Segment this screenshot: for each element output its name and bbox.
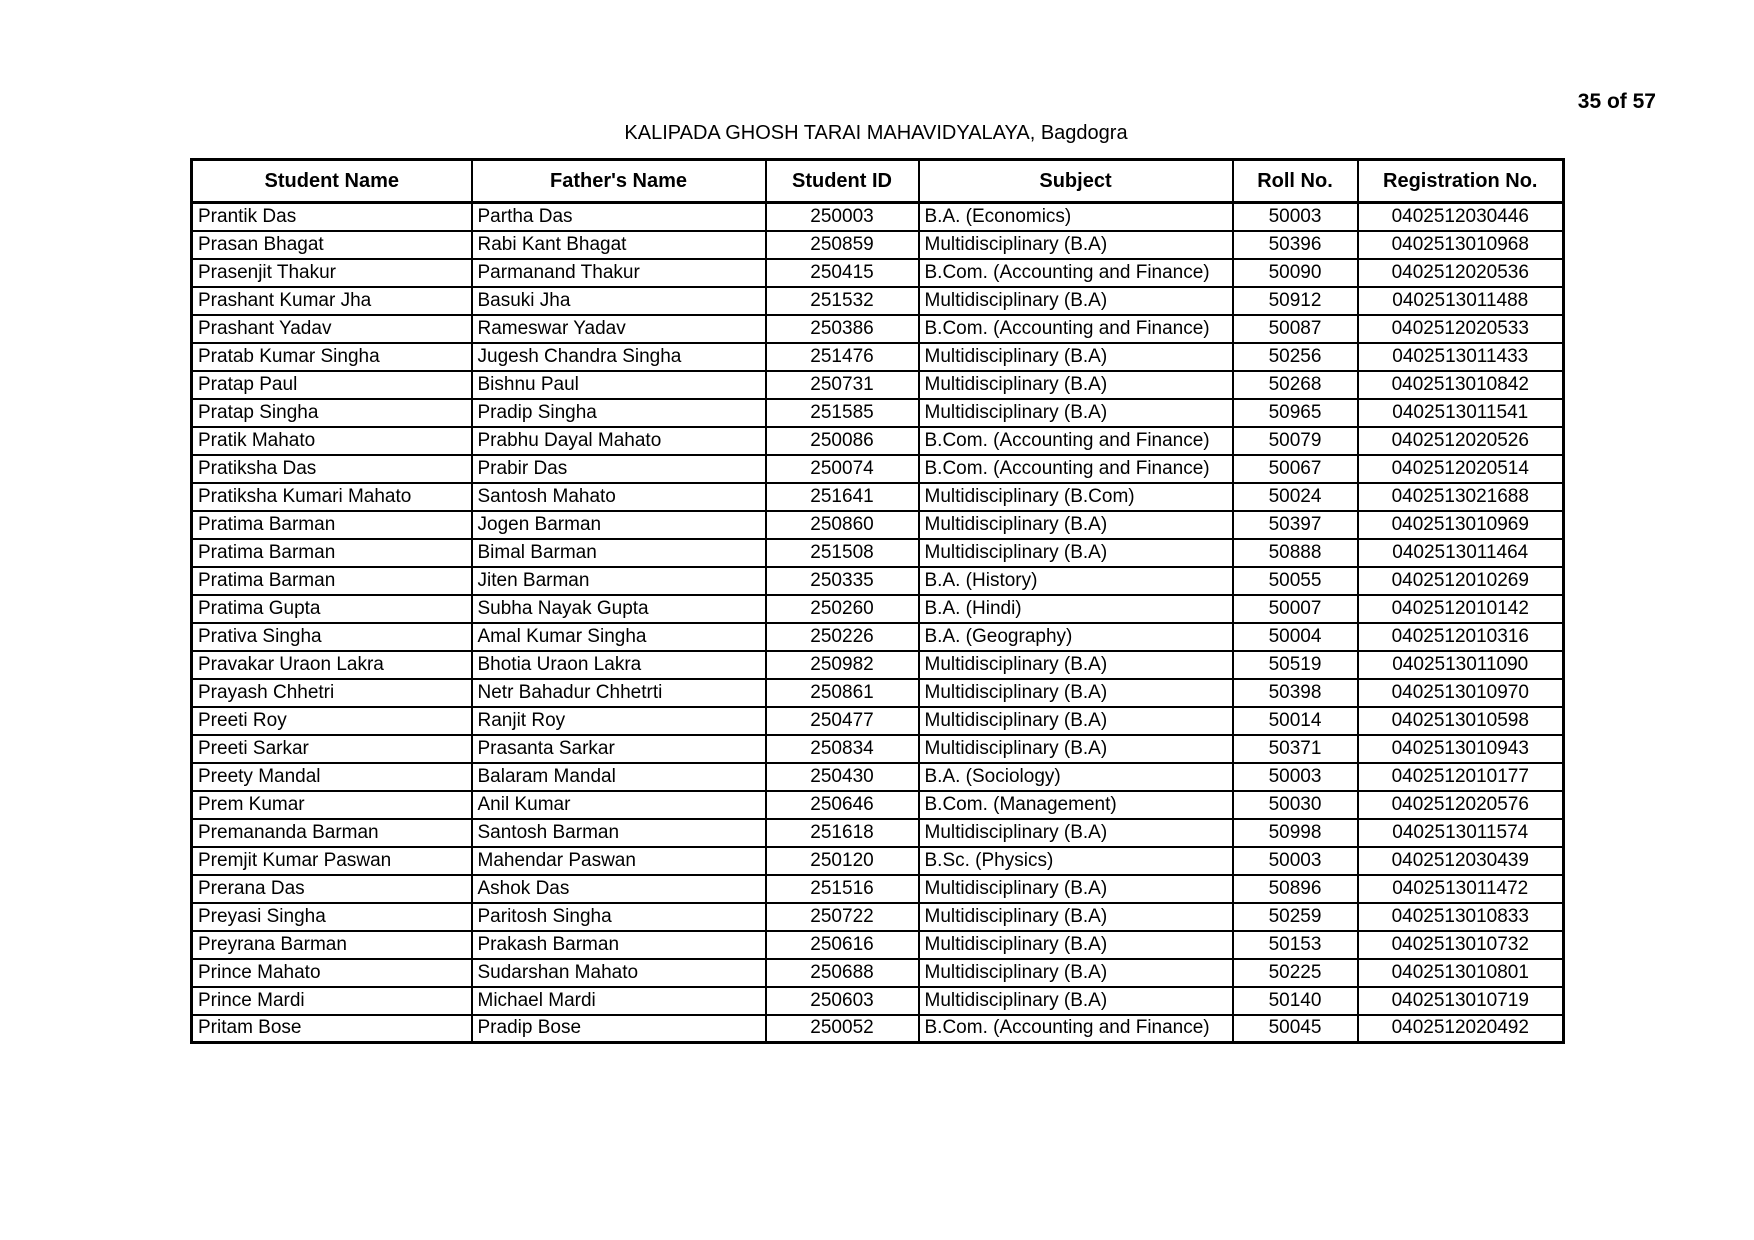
cell-student-name: Prince Mahato [192, 959, 472, 987]
cell-father-name: Balaram Mandal [472, 763, 766, 791]
cell-student-id: 251641 [766, 483, 919, 511]
cell-registration-no: 0402512030439 [1358, 847, 1564, 875]
table-row [192, 259, 1564, 287]
cell-student-id: 251532 [766, 287, 919, 315]
cell-student-id: 250859 [766, 231, 919, 259]
cell-roll-no: 50153 [1233, 931, 1358, 959]
cell-student-id: 251516 [766, 875, 919, 903]
cell-subject: Multidisciplinary (B.A) [919, 875, 1233, 903]
cell-student-name: Preety Mandal [192, 763, 472, 791]
cell-subject: Multidisciplinary (B.A) [919, 511, 1233, 539]
cell-father-name: Prabhu Dayal Mahato [472, 427, 766, 455]
table-row [192, 315, 1564, 343]
cell-father-name: Subha Nayak Gupta [472, 595, 766, 623]
cell-subject: B.Com. (Accounting and Finance) [919, 259, 1233, 287]
cell-father-name: Bishnu Paul [472, 371, 766, 399]
cell-registration-no: 0402513010968 [1358, 231, 1564, 259]
cell-student-name: Pravakar Uraon Lakra [192, 651, 472, 679]
cell-subject: B.Com. (Accounting and Finance) [919, 427, 1233, 455]
table-row [192, 1015, 1564, 1043]
cell-student-id: 250120 [766, 847, 919, 875]
cell-registration-no: 0402512020536 [1358, 259, 1564, 287]
cell-father-name: Partha Das [472, 203, 766, 231]
cell-father-name: Prasanta Sarkar [472, 735, 766, 763]
cell-student-name: Prashant Kumar Jha [192, 287, 472, 315]
cell-subject: Multidisciplinary (B.A) [919, 231, 1233, 259]
cell-student-name: Pratima Barman [192, 539, 472, 567]
cell-student-id: 251585 [766, 399, 919, 427]
cell-student-name: Prerana Das [192, 875, 472, 903]
table-row [192, 203, 1564, 231]
cell-registration-no: 0402512010142 [1358, 595, 1564, 623]
document-title: KALIPADA GHOSH TARAI MAHAVIDYALAYA, Bagdogra [624, 122, 1128, 144]
column-header-student-id: Student ID [766, 160, 919, 203]
cell-student-name: Pratap Paul [192, 371, 472, 399]
column-header-student-name: Student Name [192, 160, 472, 203]
cell-subject: B.A. (Economics) [919, 203, 1233, 231]
column-header-father-name: Father's Name [472, 160, 766, 203]
cell-roll-no: 50519 [1233, 651, 1358, 679]
cell-father-name: Bhotia Uraon Lakra [472, 651, 766, 679]
cell-father-name: Pradip Singha [472, 399, 766, 427]
cell-roll-no: 50045 [1233, 1015, 1358, 1043]
cell-father-name: Sudarshan Mahato [472, 959, 766, 987]
cell-registration-no: 0402512030446 [1358, 203, 1564, 231]
cell-registration-no: 0402512020514 [1358, 455, 1564, 483]
cell-student-id: 250260 [766, 595, 919, 623]
cell-student-id: 251508 [766, 539, 919, 567]
table-row [192, 287, 1564, 315]
cell-subject: B.Sc. (Physics) [919, 847, 1233, 875]
cell-father-name: Santosh Mahato [472, 483, 766, 511]
cell-registration-no: 0402512010177 [1358, 763, 1564, 791]
cell-student-id: 250052 [766, 1015, 919, 1043]
cell-roll-no: 50003 [1233, 763, 1358, 791]
cell-registration-no: 0402513011574 [1358, 819, 1564, 847]
cell-student-id: 250646 [766, 791, 919, 819]
cell-student-name: Prantik Das [192, 203, 472, 231]
table-row [192, 903, 1564, 931]
cell-registration-no: 0402512020492 [1358, 1015, 1564, 1043]
cell-father-name: Paritosh Singha [472, 903, 766, 931]
cell-father-name: Rameswar Yadav [472, 315, 766, 343]
table-row [192, 623, 1564, 651]
cell-student-name: Prativa Singha [192, 623, 472, 651]
cell-registration-no: 0402513011090 [1358, 651, 1564, 679]
cell-roll-no: 50079 [1233, 427, 1358, 455]
cell-subject: B.Com. (Accounting and Finance) [919, 315, 1233, 343]
cell-registration-no: 0402513010970 [1358, 679, 1564, 707]
cell-father-name: Prabir Das [472, 455, 766, 483]
cell-registration-no: 0402512010316 [1358, 623, 1564, 651]
cell-registration-no: 0402513010969 [1358, 511, 1564, 539]
cell-roll-no: 50397 [1233, 511, 1358, 539]
cell-registration-no: 0402512010269 [1358, 567, 1564, 595]
cell-student-name: Prashant Yadav [192, 315, 472, 343]
cell-subject: Multidisciplinary (B.A) [919, 735, 1233, 763]
cell-subject: B.A. (Geography) [919, 623, 1233, 651]
cell-subject: Multidisciplinary (B.A) [919, 651, 1233, 679]
cell-roll-no: 50067 [1233, 455, 1358, 483]
cell-roll-no: 50912 [1233, 287, 1358, 315]
table-row [192, 959, 1564, 987]
cell-father-name: Mahendar Paswan [472, 847, 766, 875]
table-row [192, 539, 1564, 567]
cell-subject: Multidisciplinary (B.A) [919, 343, 1233, 371]
cell-student-id: 250415 [766, 259, 919, 287]
column-header-roll-no: Roll No. [1233, 160, 1358, 203]
cell-roll-no: 50965 [1233, 399, 1358, 427]
cell-registration-no: 0402513011464 [1358, 539, 1564, 567]
students-table [190, 158, 1565, 1044]
table-row [192, 511, 1564, 539]
cell-student-name: Preyasi Singha [192, 903, 472, 931]
table-row [192, 875, 1564, 903]
cell-roll-no: 50055 [1233, 567, 1358, 595]
cell-roll-no: 50256 [1233, 343, 1358, 371]
cell-subject: Multidisciplinary (B.A) [919, 819, 1233, 847]
cell-student-id: 250616 [766, 931, 919, 959]
cell-roll-no: 50398 [1233, 679, 1358, 707]
cell-roll-no: 50268 [1233, 371, 1358, 399]
cell-roll-no: 50888 [1233, 539, 1358, 567]
cell-registration-no: 0402513010732 [1358, 931, 1564, 959]
cell-student-name: Pratima Barman [192, 567, 472, 595]
cell-subject: Multidisciplinary (B.A) [919, 707, 1233, 735]
cell-registration-no: 0402513010842 [1358, 371, 1564, 399]
cell-student-id: 250074 [766, 455, 919, 483]
cell-subject: B.Com. (Accounting and Finance) [919, 1015, 1233, 1043]
cell-registration-no: 0402512020526 [1358, 427, 1564, 455]
cell-student-id: 250603 [766, 987, 919, 1015]
table-body [192, 203, 1564, 1043]
cell-subject: Multidisciplinary (B.A) [919, 679, 1233, 707]
cell-roll-no: 50003 [1233, 847, 1358, 875]
table-row [192, 763, 1564, 791]
cell-father-name: Ashok Das [472, 875, 766, 903]
cell-roll-no: 50004 [1233, 623, 1358, 651]
cell-father-name: Jiten Barman [472, 567, 766, 595]
cell-roll-no: 50140 [1233, 987, 1358, 1015]
cell-subject: Multidisciplinary (B.Com) [919, 483, 1233, 511]
cell-student-name: Pratiksha Kumari Mahato [192, 483, 472, 511]
cell-roll-no: 50896 [1233, 875, 1358, 903]
cell-registration-no: 0402513010801 [1358, 959, 1564, 987]
cell-student-id: 250226 [766, 623, 919, 651]
cell-roll-no: 50259 [1233, 903, 1358, 931]
cell-student-id: 250430 [766, 763, 919, 791]
cell-student-name: Prayash Chhetri [192, 679, 472, 707]
cell-roll-no: 50007 [1233, 595, 1358, 623]
cell-student-id: 251618 [766, 819, 919, 847]
cell-student-name: Prasan Bhagat [192, 231, 472, 259]
cell-father-name: Prakash Barman [472, 931, 766, 959]
cell-father-name: Michael Mardi [472, 987, 766, 1015]
table-row [192, 819, 1564, 847]
cell-subject: B.A. (History) [919, 567, 1233, 595]
cell-student-name: Prasenjit Thakur [192, 259, 472, 287]
cell-subject: Multidisciplinary (B.A) [919, 987, 1233, 1015]
cell-student-name: Pritam Bose [192, 1015, 472, 1043]
cell-registration-no: 0402513011433 [1358, 343, 1564, 371]
cell-student-name: Pratiksha Das [192, 455, 472, 483]
cell-subject: Multidisciplinary (B.A) [919, 959, 1233, 987]
table-row [192, 455, 1564, 483]
cell-student-id: 250722 [766, 903, 919, 931]
cell-student-name: Prem Kumar [192, 791, 472, 819]
table-row [192, 651, 1564, 679]
cell-registration-no: 0402513011472 [1358, 875, 1564, 903]
cell-registration-no: 0402512020533 [1358, 315, 1564, 343]
cell-registration-no: 0402513010943 [1358, 735, 1564, 763]
cell-registration-no: 0402512020576 [1358, 791, 1564, 819]
cell-student-name: Pratima Gupta [192, 595, 472, 623]
cell-registration-no: 0402513010598 [1358, 707, 1564, 735]
table-row [192, 343, 1564, 371]
cell-student-name: Pratik Mahato [192, 427, 472, 455]
cell-student-id: 250688 [766, 959, 919, 987]
cell-roll-no: 50998 [1233, 819, 1358, 847]
cell-student-id: 250861 [766, 679, 919, 707]
cell-student-id: 250086 [766, 427, 919, 455]
cell-roll-no: 50090 [1233, 259, 1358, 287]
cell-registration-no: 0402513011541 [1358, 399, 1564, 427]
cell-father-name: Rabi Kant Bhagat [472, 231, 766, 259]
cell-student-name: Pratab Kumar Singha [192, 343, 472, 371]
table-row [192, 987, 1564, 1015]
cell-roll-no: 50030 [1233, 791, 1358, 819]
cell-student-id: 250386 [766, 315, 919, 343]
cell-roll-no: 50396 [1233, 231, 1358, 259]
cell-father-name: Netr Bahadur Chhetrti [472, 679, 766, 707]
cell-subject: B.Com. (Management) [919, 791, 1233, 819]
cell-student-name: Preeti Sarkar [192, 735, 472, 763]
cell-father-name: Pradip Bose [472, 1015, 766, 1043]
cell-subject: B.A. (Sociology) [919, 763, 1233, 791]
cell-father-name: Santosh Barman [472, 819, 766, 847]
cell-father-name: Parmanand Thakur [472, 259, 766, 287]
cell-student-id: 250477 [766, 707, 919, 735]
cell-student-name: Premjit Kumar Paswan [192, 847, 472, 875]
cell-subject: Multidisciplinary (B.A) [919, 287, 1233, 315]
cell-roll-no: 50003 [1233, 203, 1358, 231]
column-header-subject: Subject [919, 160, 1233, 203]
table-header-row [192, 160, 1564, 203]
cell-subject: B.A. (Hindi) [919, 595, 1233, 623]
cell-roll-no: 50014 [1233, 707, 1358, 735]
cell-father-name: Anil Kumar [472, 791, 766, 819]
cell-subject: Multidisciplinary (B.A) [919, 931, 1233, 959]
cell-student-id: 250834 [766, 735, 919, 763]
cell-subject: Multidisciplinary (B.A) [919, 399, 1233, 427]
table-row [192, 791, 1564, 819]
table-header [192, 160, 1564, 203]
table-row [192, 231, 1564, 259]
table-row [192, 931, 1564, 959]
cell-registration-no: 0402513011488 [1358, 287, 1564, 315]
column-header-registration-no: Registration No. [1358, 160, 1564, 203]
cell-father-name: Bimal Barman [472, 539, 766, 567]
table-row [192, 399, 1564, 427]
cell-father-name: Jogen Barman [472, 511, 766, 539]
cell-student-id: 250860 [766, 511, 919, 539]
cell-student-id: 250982 [766, 651, 919, 679]
cell-subject: Multidisciplinary (B.A) [919, 903, 1233, 931]
table-row [192, 595, 1564, 623]
cell-roll-no: 50225 [1233, 959, 1358, 987]
cell-student-id: 250731 [766, 371, 919, 399]
table-row [192, 371, 1564, 399]
table-row [192, 679, 1564, 707]
cell-roll-no: 50371 [1233, 735, 1358, 763]
cell-registration-no: 0402513010719 [1358, 987, 1564, 1015]
cell-roll-no: 50087 [1233, 315, 1358, 343]
table-row [192, 847, 1564, 875]
cell-father-name: Jugesh Chandra Singha [472, 343, 766, 371]
cell-subject: Multidisciplinary (B.A) [919, 539, 1233, 567]
cell-father-name: Amal Kumar Singha [472, 623, 766, 651]
table-row [192, 735, 1564, 763]
cell-registration-no: 0402513021688 [1358, 483, 1564, 511]
cell-student-name: Preyrana Barman [192, 931, 472, 959]
table-row [192, 567, 1564, 595]
cell-student-name: Pratap Singha [192, 399, 472, 427]
cell-roll-no: 50024 [1233, 483, 1358, 511]
table-row [192, 483, 1564, 511]
cell-student-name: Pratima Barman [192, 511, 472, 539]
cell-student-id: 251476 [766, 343, 919, 371]
cell-student-name: Prince Mardi [192, 987, 472, 1015]
table-row [192, 427, 1564, 455]
cell-student-id: 250335 [766, 567, 919, 595]
cell-student-id: 250003 [766, 203, 919, 231]
cell-father-name: Ranjit Roy [472, 707, 766, 735]
cell-subject: Multidisciplinary (B.A) [919, 371, 1233, 399]
cell-father-name: Basuki Jha [472, 287, 766, 315]
cell-student-name: Preeti Roy [192, 707, 472, 735]
cell-registration-no: 0402513010833 [1358, 903, 1564, 931]
table-row [192, 707, 1564, 735]
cell-subject: B.Com. (Accounting and Finance) [919, 455, 1233, 483]
cell-student-name: Premananda Barman [192, 819, 472, 847]
page-indicator: 35 of 57 [1577, 90, 1656, 113]
